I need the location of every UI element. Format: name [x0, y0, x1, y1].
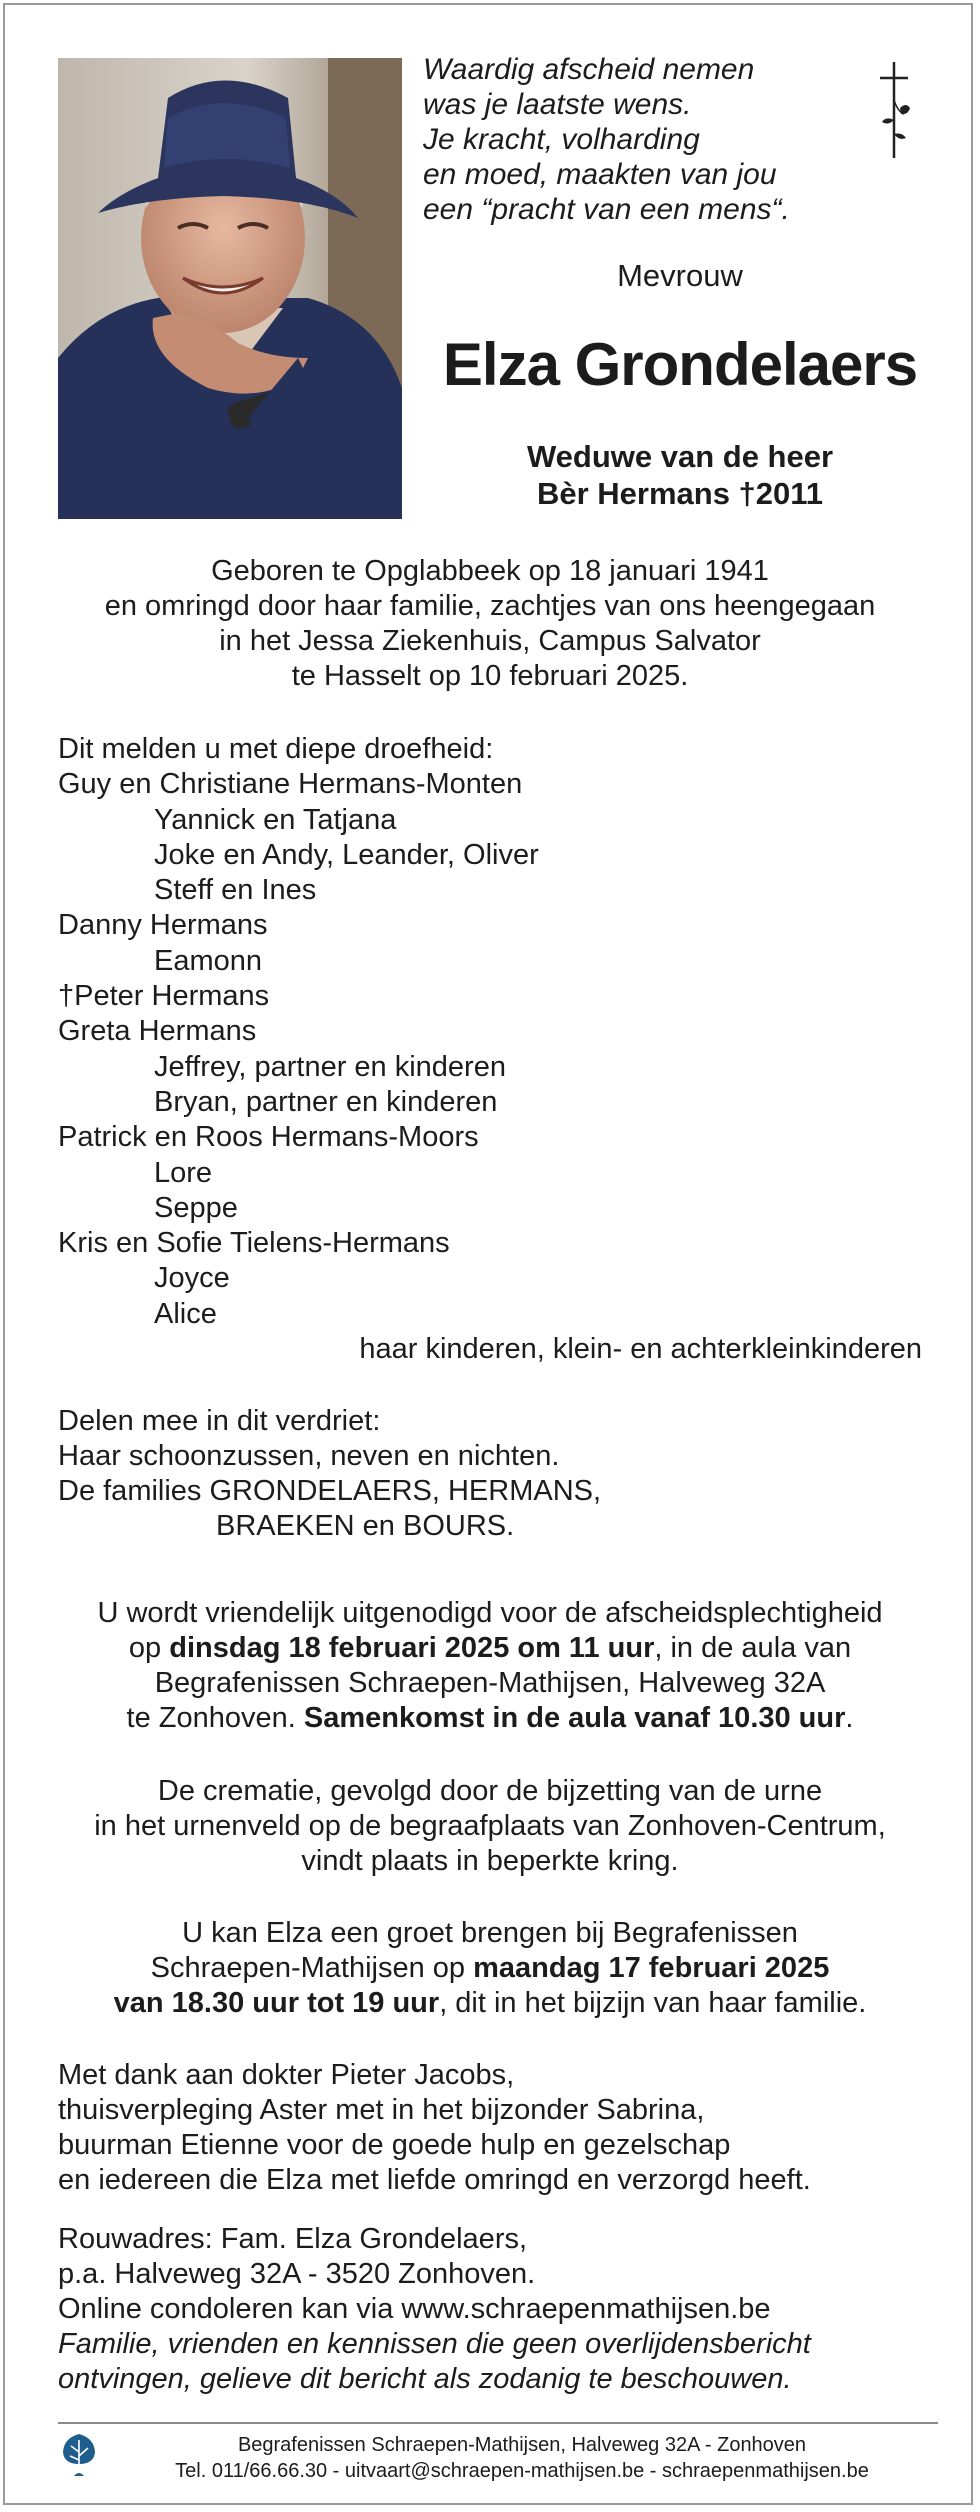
deceased-name: Elza Grondelaers	[442, 331, 918, 398]
text-span: Schraepen-Mathijsen op	[150, 1952, 474, 1984]
thanks-paragraph	[58, 2058, 938, 2198]
text-span: op	[128, 1632, 170, 1664]
family-member-line: †Peter Hermans	[58, 980, 270, 1013]
share-intro: Delen mee in dit verdriet:	[58, 1405, 381, 1437]
family-member-line: Lore	[154, 1156, 213, 1189]
family-list	[58, 732, 938, 1367]
text-line: ontvingen, gelieve dit bericht als zodanig te beschouwen.	[58, 2363, 792, 2395]
family-member-line: Eamonn	[154, 944, 263, 977]
family-member-line: Yannick en Tatjana	[154, 803, 397, 836]
text-line: en iedereen die Elza met liefde omringd en verzorgd heeft.	[58, 2164, 811, 2196]
gathering-time: Samenkomst in de aula vanaf 10.30 uur	[303, 1702, 846, 1734]
text-line: U wordt vriendelijk uitgenodigd voor de afscheidsplechtigheid	[97, 1597, 883, 1629]
share-line: Haar schoonzussen, neven en nichten.	[58, 1440, 560, 1472]
text-line: vindt plaats in beperkte kring.	[301, 1845, 679, 1877]
tree-logo-icon	[58, 2430, 100, 2478]
family-member-line: Danny Hermans	[58, 909, 268, 942]
family-summary: haar kinderen, klein- en achterkleinkinderen	[359, 1333, 922, 1366]
footer-divider	[58, 2422, 938, 2424]
cremation-paragraph	[40, 1774, 940, 1879]
text-line: Familie, vrienden en kennissen die geen overlijdensbericht	[58, 2328, 811, 2360]
widow-of	[423, 438, 937, 512]
widow-line: Bèr Hermans †2011	[536, 476, 824, 511]
text-line	[40, 1951, 940, 1986]
poem-line: was je laatste wens.	[423, 88, 692, 121]
text-line: in het Jessa Ziekenhuis, Campus Salvator	[219, 625, 761, 657]
text-line: buurman Etienne voor de goede hulp en gezelschap	[58, 2129, 731, 2161]
visit-date: maandag 17 februari 2025	[473, 1952, 830, 1984]
text-line: Met dank aan dokter Pieter Jacobs,	[58, 2059, 515, 2091]
text-line: te Hasselt op 10 februari 2025.	[291, 660, 689, 692]
text-line: U kan Elza een groet brengen bij Begrafenissen	[182, 1917, 798, 1949]
widow-line: Weduwe van de heer	[526, 439, 834, 474]
portrait-photo	[58, 58, 402, 519]
family-intro: Dit melden u met diepe droefheid:	[58, 733, 494, 765]
text-line: thuisverpleging Aster met in het bijzonder Sabrina,	[58, 2094, 705, 2126]
family-member-line: Steff en Ines	[154, 874, 317, 907]
cross-icon	[870, 60, 918, 160]
share-line: BRAEKEN en BOURS.	[216, 1510, 515, 1542]
text-line: en omringd door haar familie, zachtjes van ons heengegaan	[104, 590, 876, 622]
poem-line: een “pracht van een mens“.	[423, 193, 790, 226]
text-line	[40, 1701, 940, 1736]
visit-paragraph	[40, 1916, 940, 2021]
poem-line: Je kracht, volharding	[423, 123, 700, 156]
text-span: , in de aula van	[654, 1632, 852, 1664]
family-member-line: Seppe	[154, 1191, 238, 1224]
family-member-line: Joke en Andy, Leander, Oliver	[154, 838, 539, 871]
family-member-line: Bryan, partner en kinderen	[154, 1085, 498, 1118]
ceremony-paragraph	[40, 1596, 940, 1736]
text-line	[40, 1631, 940, 1666]
text-span: , dit in het bijzijn van haar familie.	[439, 1987, 867, 2019]
text-line: p.a. Halveweg 32A - 3520 Zonhoven.	[58, 2258, 536, 2290]
ceremony-date: dinsdag 18 februari 2025 om 11 uur	[169, 1632, 655, 1664]
text-span: te Zonhoven.	[126, 1702, 304, 1734]
text-line	[40, 1986, 940, 2021]
text-line: Geboren te Opglabbeek op 18 januari 1941	[211, 555, 769, 587]
footer-line: Tel. 011/66.66.30 - uitvaart@schraepen-mathijsen.be - schraepenmathijsen.be	[175, 2460, 869, 2482]
footer-line: Begrafenissen Schraepen-Mathijsen, Halveweg 32A - Zonhoven	[237, 2434, 807, 2456]
birth-death-paragraph	[40, 554, 940, 694]
family-member-line: Alice	[154, 1297, 217, 1330]
family-member-line: Jeffrey, partner en kinderen	[154, 1050, 506, 1083]
footer	[108, 2432, 936, 2484]
family-members	[58, 767, 938, 1332]
text-line: Begrafenissen Schraepen-Mathijsen, Halveweg 32A	[154, 1667, 826, 1699]
text-line: in het urnenveld op de begraafplaats van Zonhoven-Centrum,	[94, 1810, 886, 1842]
sharing-grief	[58, 1404, 938, 1544]
share-line: De families GRONDELAERS, HERMANS,	[58, 1475, 602, 1507]
text-span: .	[845, 1702, 854, 1734]
poem-line: en moed, maakten van jou	[423, 158, 777, 191]
visit-time: van 18.30 uur tot 19 uur	[113, 1987, 440, 2019]
text-line: Rouwadres: Fam. Elza Grondelaers,	[58, 2223, 528, 2255]
poem	[423, 52, 843, 227]
family-member-line: Joyce	[154, 1262, 230, 1295]
family-member-line: Patrick en Roos Hermans-Moors	[58, 1121, 479, 1154]
address-paragraph	[58, 2222, 938, 2397]
text-line: Online condoleren kan via www.schraepenmathijsen.be	[58, 2293, 771, 2325]
family-member-line: Guy en Christiane Hermans-Monten	[58, 768, 523, 801]
family-member-line: Greta Hermans	[58, 1015, 257, 1048]
text-line: De crematie, gevolgd door de bijzetting van de urne	[157, 1775, 823, 1807]
family-member-line: Kris en Sofie Tielens-Hermans	[58, 1227, 450, 1260]
poem-line: Waardig afscheid nemen	[423, 53, 755, 86]
salutation: Mevrouw	[617, 258, 743, 293]
